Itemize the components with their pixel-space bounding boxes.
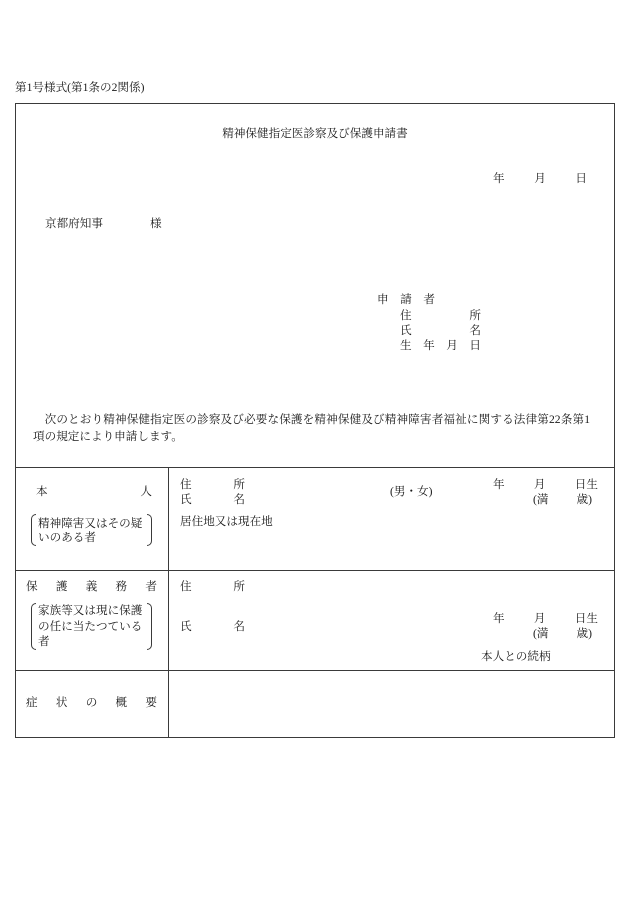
guardian-age	[533, 627, 592, 641]
label-char: 人	[140, 485, 152, 498]
guardian-note-text: 家族等又は現に保護の任に当たつている者	[38, 604, 143, 648]
patient-name-label	[180, 493, 245, 507]
patient-age	[533, 493, 592, 507]
day-born-label: 日生	[574, 612, 598, 625]
month-label: 月	[533, 478, 546, 491]
label-char: 住	[400, 309, 412, 322]
guardian-birthdate	[493, 612, 598, 626]
patient-birthdate	[493, 478, 598, 492]
label-char: 住	[180, 580, 192, 593]
application-statement: 次のとおり精神保健指定医の診察及び必要な保護を精神保健及び精神障害者福祉に関する法律第22条第1項の規定により申請します。	[33, 413, 590, 443]
label-char: 本	[36, 485, 48, 498]
patient-address-label	[180, 478, 245, 492]
patient-note-text: 精神障害又はその疑いのある者	[38, 517, 143, 544]
form-title: 精神保健指定医診察及び保護申請書	[222, 127, 408, 140]
label-char: 名	[233, 620, 245, 633]
addressee: 京都府知事	[45, 217, 103, 230]
divider-row-2	[15, 670, 615, 671]
label-char: 申	[377, 293, 389, 306]
label-char: 者	[423, 293, 435, 306]
guardian-name-label	[180, 620, 245, 634]
day-born-label: 日生	[574, 478, 598, 491]
age-close-label: 歳)	[576, 493, 592, 506]
label-char: 状	[55, 696, 68, 709]
label-char: 義	[85, 580, 98, 593]
year-label: 年	[493, 612, 505, 625]
age-close-label: 歳)	[576, 627, 592, 640]
label-char: 務	[115, 580, 128, 593]
guardian-relationship-label: 本人との続柄	[481, 650, 551, 663]
column-divider	[168, 467, 169, 738]
patient-heading	[36, 485, 152, 499]
label-char: 住	[180, 478, 192, 491]
divider-row-1	[15, 570, 615, 571]
label-char: 概	[115, 696, 128, 709]
guardian-address-label	[180, 580, 245, 594]
year-label: 年	[493, 478, 505, 491]
label-char: 所	[469, 309, 481, 322]
label-char: の	[85, 696, 98, 709]
guardian-note-bracket	[31, 603, 152, 650]
applicant-address-label	[400, 309, 481, 323]
year-label: 年	[493, 172, 505, 185]
age-open-label: (満	[533, 493, 549, 506]
label-char: 名	[469, 324, 481, 337]
label-char: 所	[233, 580, 245, 593]
label-char: 氏	[400, 324, 412, 337]
patient-sex-options: (男・女)	[390, 485, 433, 498]
label-char: 日	[469, 339, 481, 352]
label-char: 保	[26, 580, 38, 593]
applicant-name-label	[400, 324, 481, 338]
month-label: 月	[534, 172, 546, 185]
form-number: 第1号様式(第1条の2関係)	[15, 81, 145, 94]
divider-upper	[15, 467, 615, 468]
label-char: 所	[233, 478, 245, 491]
patient-residence-label: 居住地又は現在地	[180, 515, 273, 528]
application-date	[493, 172, 587, 186]
label-char: 症	[26, 696, 38, 709]
day-label: 日	[575, 172, 587, 185]
label-char: 要	[145, 696, 157, 709]
applicant-heading	[377, 293, 435, 307]
honorific: 様	[150, 217, 162, 230]
label-char: 者	[145, 580, 157, 593]
label-char: 氏	[180, 493, 192, 506]
label-char: 月	[446, 339, 458, 352]
applicant-birthdate-label	[400, 339, 481, 353]
label-char: 生	[400, 339, 412, 352]
month-label: 月	[533, 612, 546, 625]
age-open-label: (満	[533, 627, 549, 640]
label-char: 名	[233, 493, 245, 506]
symptoms-heading	[26, 696, 157, 710]
patient-note-bracket	[31, 514, 152, 546]
label-char: 請	[400, 293, 412, 306]
label-char: 護	[55, 580, 68, 593]
guardian-heading	[26, 580, 157, 594]
label-char: 氏	[180, 620, 192, 633]
label-char: 年	[423, 339, 435, 352]
